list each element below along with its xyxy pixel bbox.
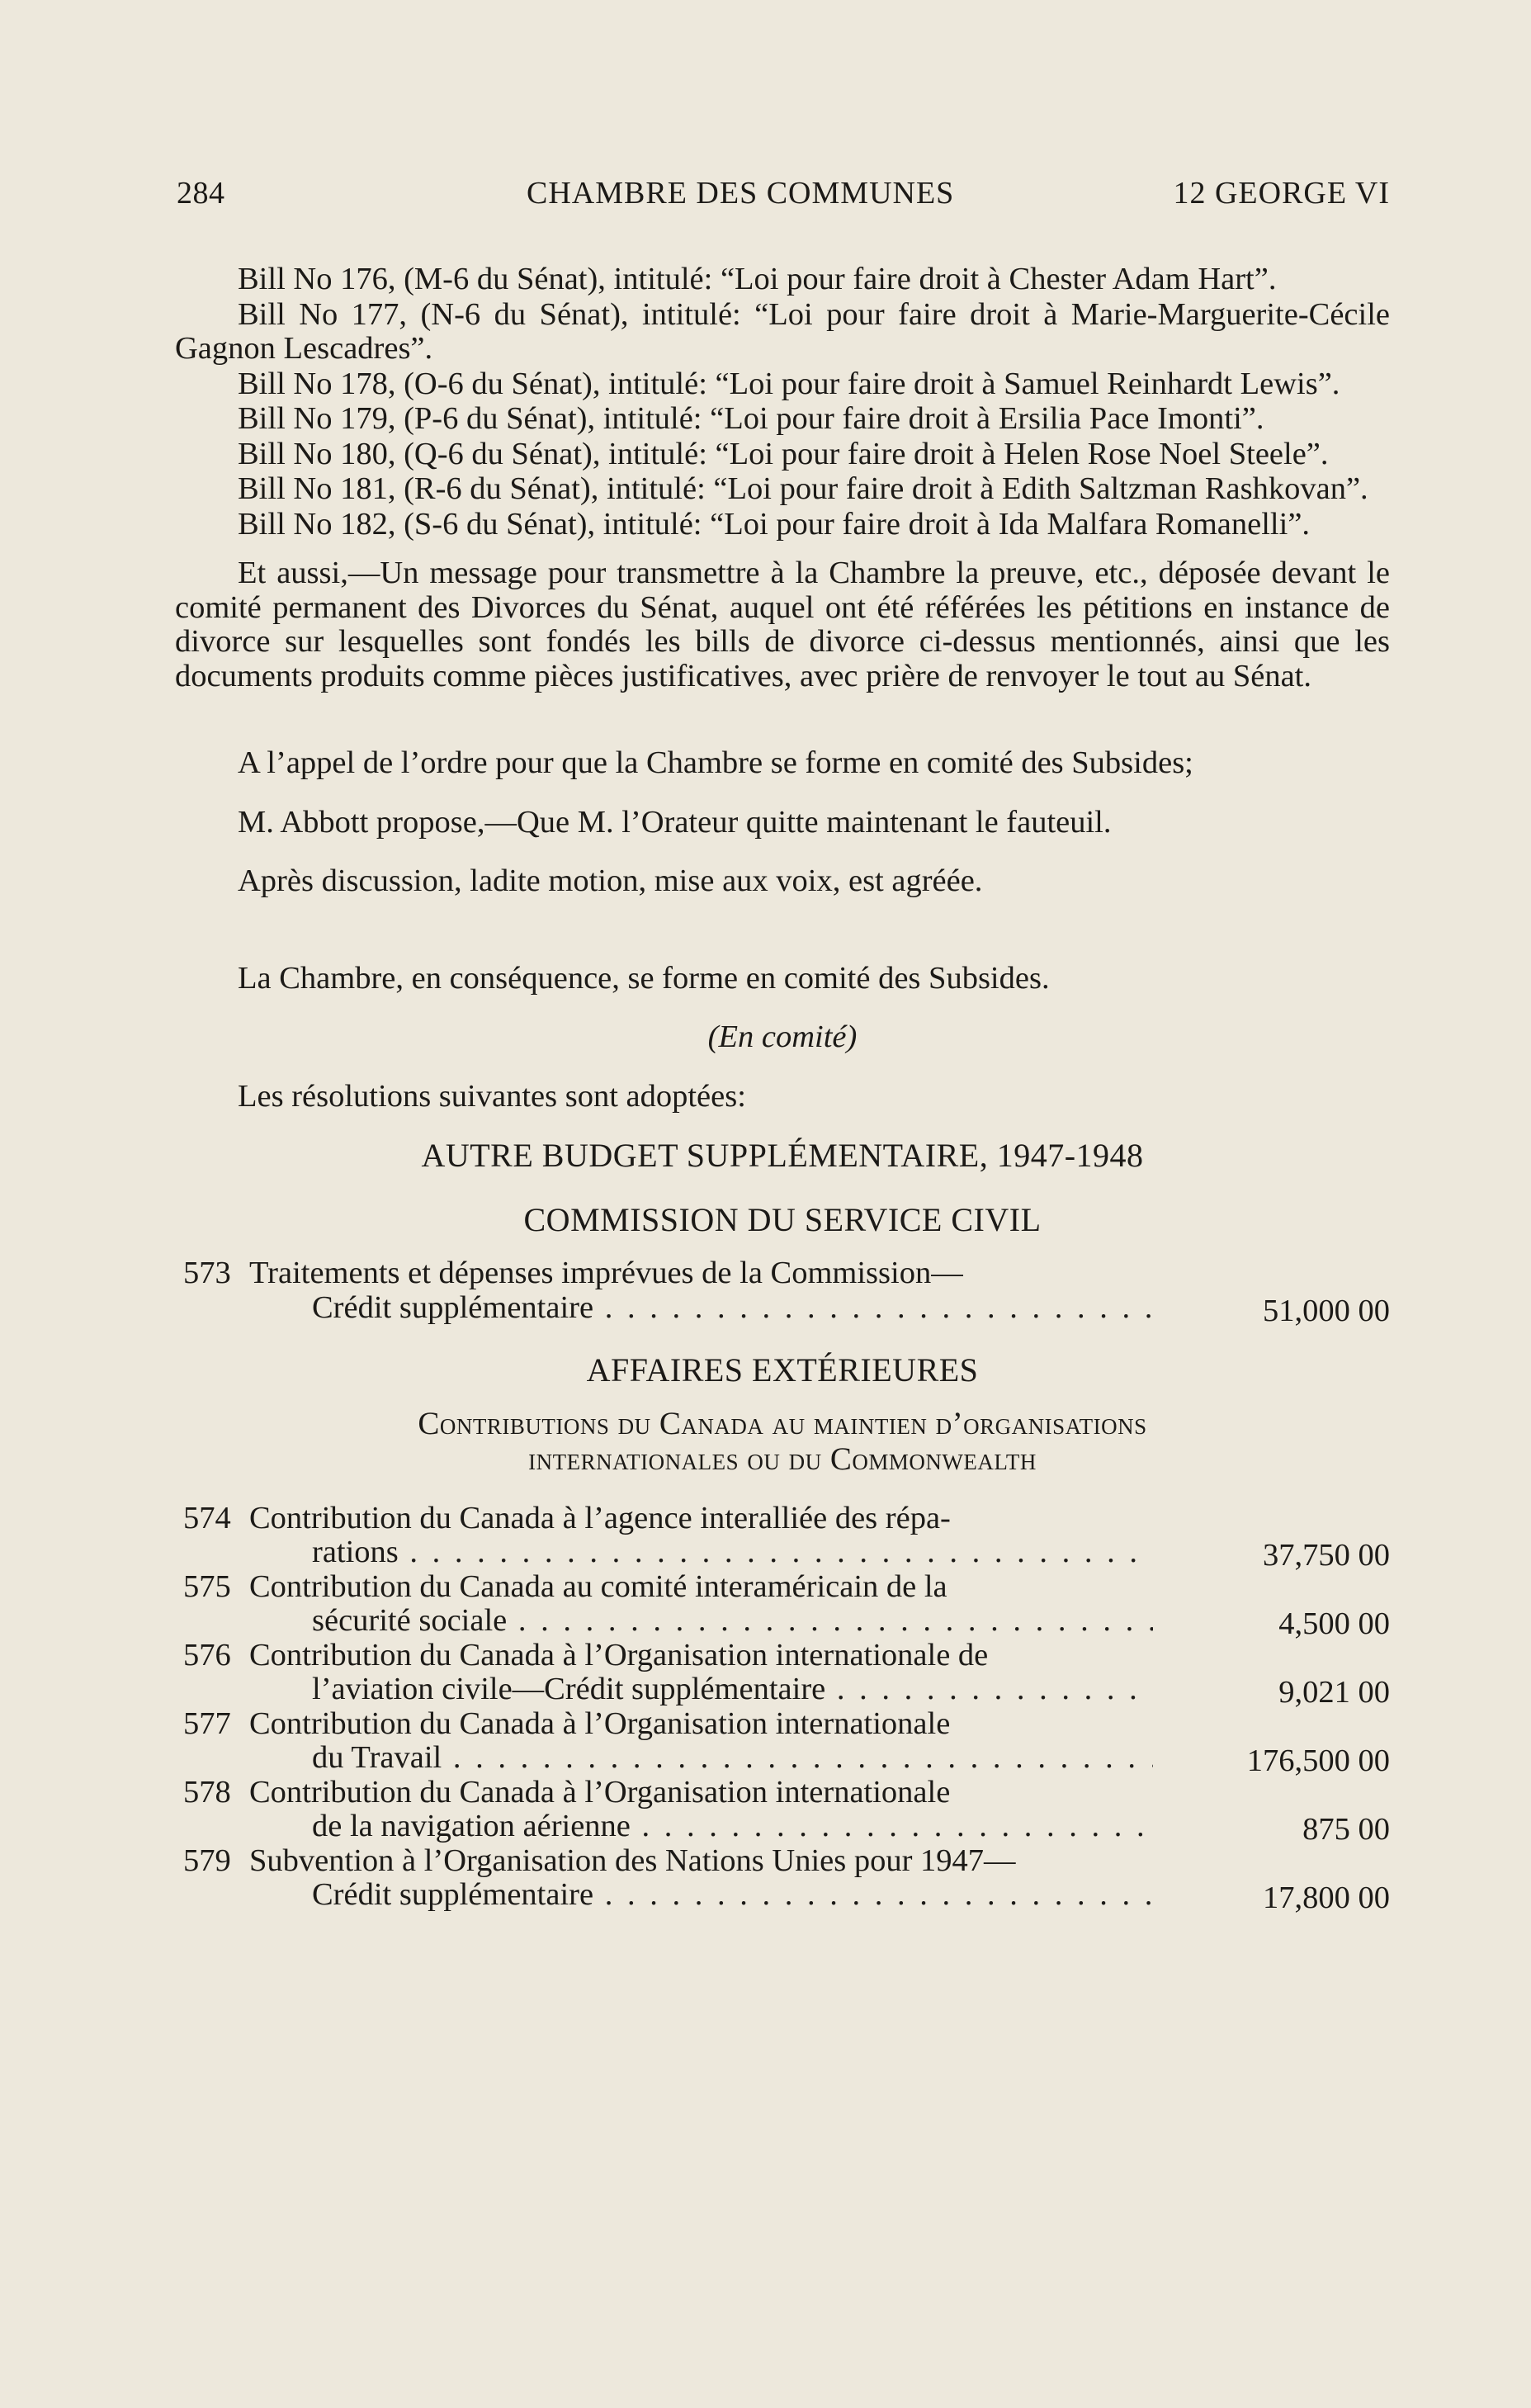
leader-dots — [507, 1604, 1153, 1638]
vote-amount: 176,500 00 — [1246, 1743, 1390, 1778]
vote-amount: 17,800 00 — [1263, 1881, 1390, 1915]
vote-number: 575 — [183, 1568, 231, 1604]
vote-number: 576 — [183, 1637, 231, 1672]
vote-description: Contribution du Canada au comité interaméricain de la — [249, 1568, 947, 1604]
leader-dots — [631, 1810, 1153, 1843]
vote-number: 579 — [183, 1843, 231, 1878]
section-title-affaires-exterieures: AFFAIRES EXTÉRIEURES — [586, 1351, 979, 1389]
bill-entry: Bill No 179, (P-6 du Sénat), intitulé: “Loi pour faire droit à Ersilia Pace Imonti”. — [238, 401, 1264, 436]
section-title-service-civil: COMMISSION DU SERVICE CIVIL — [523, 1200, 1042, 1238]
vote-description-cont: Crédit supplémentaire — [312, 1878, 594, 1912]
leader-dots — [399, 1535, 1153, 1569]
motion-result: Après discussion, ladite motion, mise aux voix, est agréée. — [238, 863, 983, 898]
vote-item — [175, 1500, 1390, 1573]
vote-number: 574 — [183, 1500, 231, 1535]
vote-description: Contribution du Canada à l’Organisation internationale — [249, 1705, 951, 1741]
vote-amount: 51,000 00 — [1263, 1293, 1390, 1328]
resolutions-intro: Les résolutions suivantes sont adoptées: — [238, 1078, 746, 1114]
vote-description-cont: l’aviation civile—Crédit supplémentaire — [312, 1672, 826, 1706]
vote-item — [175, 1256, 1390, 1328]
vote-number: 577 — [183, 1705, 231, 1741]
vote-item — [175, 1707, 1390, 1776]
leader-dots — [593, 1878, 1153, 1912]
leader-dots — [825, 1672, 1153, 1706]
vote-description: Contribution du Canada à l’Organisation internationale — [249, 1774, 951, 1810]
running-title: CHAMBRE DES COMMUNES — [527, 176, 955, 211]
vote-description: Contribution du Canada à l’Organisation internationale de — [249, 1637, 989, 1672]
vote-item — [175, 1570, 1390, 1639]
vote-description: Traitements et dépenses imprévues de la Commission— — [249, 1256, 963, 1290]
vote-description-cont: de la navigation aérienne — [312, 1810, 631, 1843]
committee-line: La Chambre, en conséquence, se forme en comité des Subsides. — [238, 960, 1050, 996]
vote-description: Subvention à l’Organisation des Nations Unies pour 1947— — [249, 1843, 1016, 1878]
vote-description: Contribution du Canada à l’agence interalliée des répa- — [249, 1500, 951, 1535]
vote-description-cont: du Travail — [312, 1741, 442, 1775]
budget-title: AUTRE BUDGET SUPPLÉMENTAIRE, 1947-1948 — [421, 1137, 1144, 1174]
vote-item — [175, 1637, 1390, 1710]
order-call: A l’appel de l’ordre pour que la Chambre se forme en comité des Subsides; — [238, 745, 1193, 780]
page-number: 284 — [177, 176, 225, 211]
vote-number: 573 — [183, 1256, 231, 1290]
vote-number: 578 — [183, 1774, 231, 1810]
bill-entry: Bill No 180, (Q-6 du Sénat), intitulé: “Loi pour faire droit à Helen Rose Noel Steele”. — [238, 436, 1329, 471]
vote-description-cont: rations — [312, 1535, 399, 1569]
vote-amount: 9,021 00 — [1278, 1675, 1390, 1710]
bill-entry: Bill No 182, (S-6 du Sénat), intitulé: “Loi pour faire droit à Ida Malfara Romanelli”. — [238, 506, 1311, 542]
reign-label: 12 GEORGE VI — [1173, 176, 1390, 211]
leader-dots — [593, 1291, 1153, 1325]
vote-item — [175, 1774, 1390, 1847]
motion: M. Abbott propose,—Que M. l’Orateur quitte maintenant le fauteuil. — [238, 804, 1112, 840]
vote-description-cont: sécurité sociale — [312, 1604, 508, 1638]
page-header — [177, 175, 1390, 225]
vote-list — [175, 1502, 1390, 1913]
vote-description-cont: Crédit supplémentaire — [312, 1290, 594, 1325]
message-paragraph: Et aussi,—Un message pour transmettre à la Chambre la preuve, etc., déposée devant le comité permanent des Divorces du Sénat, auquel ont été référées les pétitions en instance de divorce sur lesquelles sont fondés les bills de divorce ci-dessus mentionnés, ainsi que les documents produits comme pièces justificatives, avec prière de renvoyer le tout au Sénat. — [175, 556, 1390, 693]
bill-entry: Bill No 176, (M-6 du Sénat), intitulé: “Loi pour faire droit à Chester Adam Hart”. — [238, 262, 1277, 296]
section-subtitle: Contributions du Canada au maintien d’organisations — [418, 1405, 1147, 1441]
vote-amount: 37,750 00 — [1263, 1538, 1390, 1573]
leader-dots — [442, 1741, 1153, 1775]
bill-entry: Bill No 178, (O-6 du Sénat), intitulé: “Loi pour faire droit à Samuel Reinhardt Lewis”. — [238, 366, 1340, 401]
vote-amount: 875 00 — [1302, 1812, 1390, 1847]
vote-amount: 4,500 00 — [1278, 1606, 1390, 1641]
bill-entry: Bill No 181, (R-6 du Sénat), intitulé: “Loi pour faire droit à Edith Saltzman Rashkovan”. — [238, 471, 1368, 506]
bill-list — [175, 263, 1390, 542]
vote-item — [175, 1844, 1390, 1913]
page-body — [175, 263, 1390, 1913]
bill-entry: Bill No 177, (N-6 du Sénat), intitulé: “Loi pour faire droit à Marie-Marguerite-Cécile Gagnon Lescadres”. — [175, 296, 1390, 366]
section-subtitle-cont: internationales ou du Commonwealth — [528, 1441, 1037, 1477]
en-comite: (En comité) — [707, 1019, 858, 1054]
